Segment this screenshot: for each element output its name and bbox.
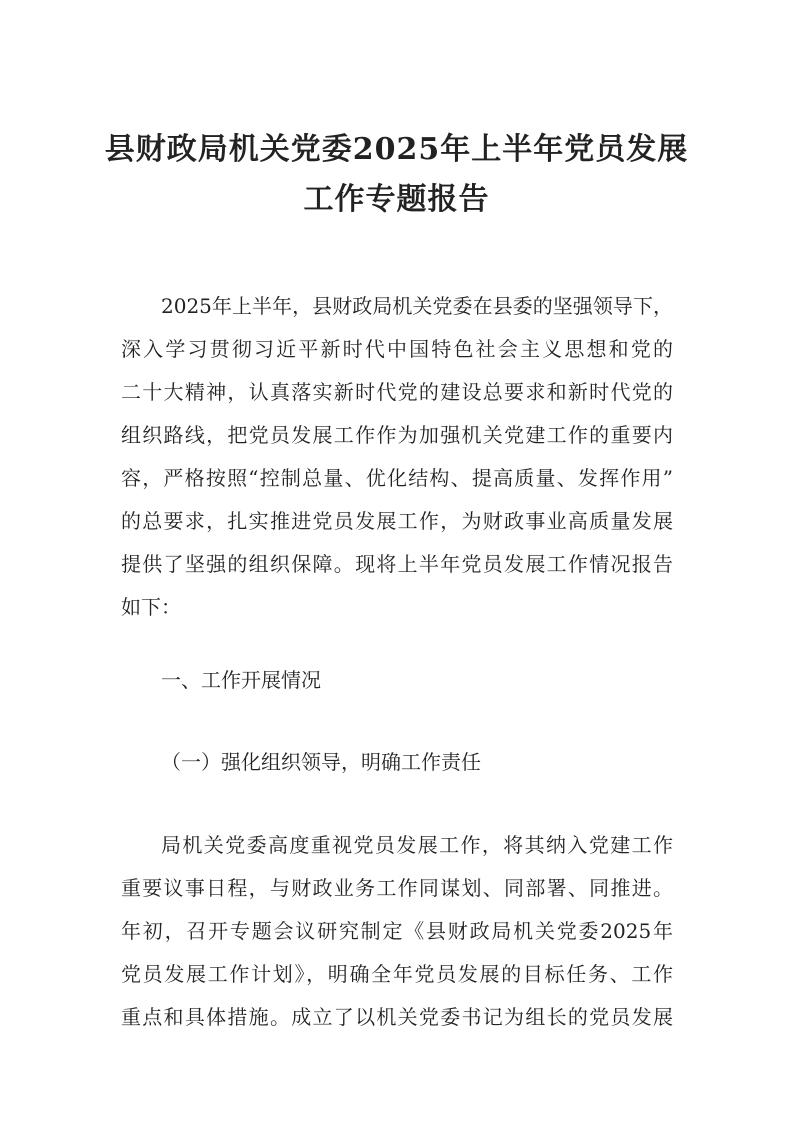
subsection-1-line-2: 重要议事日程，与财政业务工作同谋划、同部署、同推进。 <box>121 876 673 900</box>
intro-line-3: 二十大精神，认真落实新时代党的建设总要求和新时代党的 <box>121 380 673 404</box>
subsection-1-line-4: 党员发展工作计划》，明确全年党员发展的目标任务、工作 <box>121 962 673 986</box>
intro-line-7: 提供了坚强的组织保障。现将上半年党员发展工作情况报告 <box>121 552 673 576</box>
subsection-1-line-3: 年初，召开专题会议研究制定《县财政局机关党委2025年 <box>121 919 673 943</box>
document-title-line-1: 县财政局机关党委2025年上半年党员发展 <box>104 132 689 167</box>
intro-line-5: 容，严格按照“控制总量、优化结构、提高质量、发挥作用” <box>121 466 673 490</box>
intro-line-6: 的总要求，扎实推进党员发展工作，为财政事业高质量发展 <box>121 509 673 533</box>
intro-line-8: 如下： <box>121 595 181 619</box>
subsection-1-line-5: 重点和具体措施。成立了以机关党委书记为组长的党员发展 <box>121 1005 673 1029</box>
intro-line-4: 组织路线，把党员发展工作作为加强机关党建工作的重要内 <box>121 423 673 447</box>
subsection-heading-1: （一）强化组织领导，明确工作责任 <box>161 750 481 774</box>
document-title-line-2: 工作专题报告 <box>303 182 490 217</box>
intro-line-2: 深入学习贯彻习近平新时代中国特色社会主义思想和党的 <box>121 337 673 361</box>
section-heading-1: 一、工作开展情况 <box>161 668 321 692</box>
intro-line-1: 2025年上半年，县财政局机关党委在县委的坚强领导下， <box>161 294 673 318</box>
subsection-1-line-1: 局机关党委高度重视党员发展工作，将其纳入党建工作 <box>161 833 673 857</box>
